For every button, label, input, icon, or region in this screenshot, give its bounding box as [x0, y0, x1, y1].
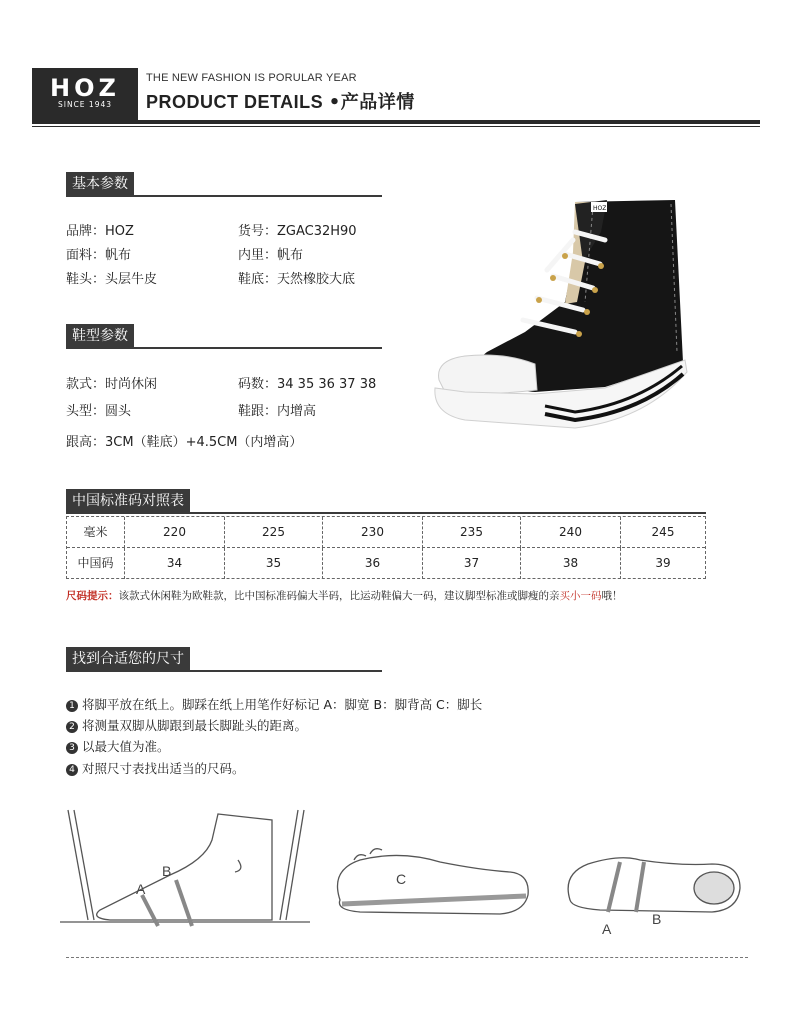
foot-measurement-diagram: [40, 800, 760, 960]
size-row-cn: [67, 548, 705, 579]
size-tip-text: 该款式休闲鞋为欧鞋款，比中国标准码偏大半码，比运动鞋偏大一码，建议脚型标准或脚瘦的亲: [118, 590, 560, 602]
brand-label: 品牌：HOZ: [66, 224, 134, 239]
table-cell: 毫米: [67, 517, 125, 548]
size-tip: [66, 588, 623, 603]
label-b: B: [162, 863, 172, 879]
bottom-divider: [66, 957, 748, 958]
table-cell: 245: [651, 525, 675, 539]
logo-text: HOZ: [50, 74, 120, 102]
size-tip-end: 哦！: [601, 590, 623, 602]
table-cell: 225: [225, 517, 323, 548]
section-heading-fit: 找到合适您的尺寸: [66, 647, 190, 671]
logo-since: SINCE 1943: [57, 100, 113, 109]
page-title: [146, 88, 415, 114]
size-tip-highlight: 买小一码: [559, 590, 602, 602]
heel-height-label: 跟高：3CM（鞋底）+4.5CM（内增高）: [66, 435, 303, 450]
table-cell: 36: [323, 548, 423, 579]
header-divider-thin: [32, 126, 760, 127]
toe-shape-label: 头型：圆头: [66, 404, 132, 419]
table-cell: 38: [521, 548, 621, 579]
sole-label: 鞋底：天然橡胶大底: [238, 272, 356, 287]
step-number-icon: 4: [66, 764, 78, 776]
step-number-icon: 3: [66, 742, 78, 754]
fit-step: [66, 716, 307, 734]
section-heading-shape: 鞋型参数: [66, 324, 134, 348]
header-divider: [32, 120, 760, 124]
table-cell: 220: [125, 517, 225, 548]
label-c: C: [396, 871, 407, 887]
toe-material-label: 鞋头：头层牛皮: [66, 272, 158, 287]
item-number-label: 货号：ZGAC32H90: [238, 224, 357, 239]
upper-material-label: 面料：帆布: [66, 248, 132, 263]
fit-step: [66, 695, 482, 713]
table-cell: 37: [423, 548, 521, 579]
table-cell: 39: [655, 556, 671, 570]
size-row-mm: [67, 517, 705, 548]
step-text: 将测量双脚从脚跟到最长脚趾头的距离。: [82, 718, 308, 733]
table-cell: 240: [521, 517, 621, 548]
table-cell: 235: [423, 517, 521, 548]
brand-logo: [32, 68, 138, 120]
step-text: 对照尺寸表找出适当的尺码。: [82, 761, 245, 776]
label-b-sole: B: [652, 911, 662, 927]
page-title-cn: •产品详情: [328, 92, 415, 113]
step-number-icon: 2: [66, 721, 78, 733]
heel-type-label: 鞋跟：内增高: [238, 404, 317, 419]
size-tip-label: 尺码提示：: [66, 590, 119, 602]
page-title-en: PRODUCT DETAILS: [146, 92, 324, 112]
table-cell: 230: [323, 517, 423, 548]
section-heading-size-chart: 中国标准码对照表: [66, 489, 190, 513]
section-rule-basic: [66, 195, 382, 197]
section-rule-fit: [66, 670, 382, 672]
label-a-sole: A: [602, 921, 612, 937]
table-cell: 34: [125, 548, 225, 579]
section-rule-shape: [66, 347, 382, 349]
step-number-icon: 1: [66, 700, 78, 712]
tagline: THE NEW FASHION IS PORULAR YEAR: [146, 72, 357, 84]
fit-step: [66, 759, 245, 777]
sizes-label: 码数：34 35 36 37 38: [238, 377, 377, 392]
fit-step: [66, 737, 170, 755]
label-a: A: [136, 881, 146, 897]
table-cell: 35: [225, 548, 323, 579]
size-chart-table: [66, 516, 706, 579]
step-text: 以最大值为准。: [82, 739, 170, 754]
section-rule-size-chart: [66, 512, 706, 514]
step-text: 将脚平放在纸上。脚踩在纸上用笔作好标记 A：脚宽 B：脚背高 C：脚长: [82, 697, 483, 712]
section-heading-basic: 基本参数: [66, 172, 134, 196]
table-cell: 中国码: [67, 548, 125, 579]
shoe-tag-text: HOZ: [593, 205, 607, 212]
sneaker-product-image: [425, 192, 695, 442]
style-label: 款式：时尚休闲: [66, 377, 158, 392]
lining-label: 内里：帆布: [238, 248, 304, 263]
